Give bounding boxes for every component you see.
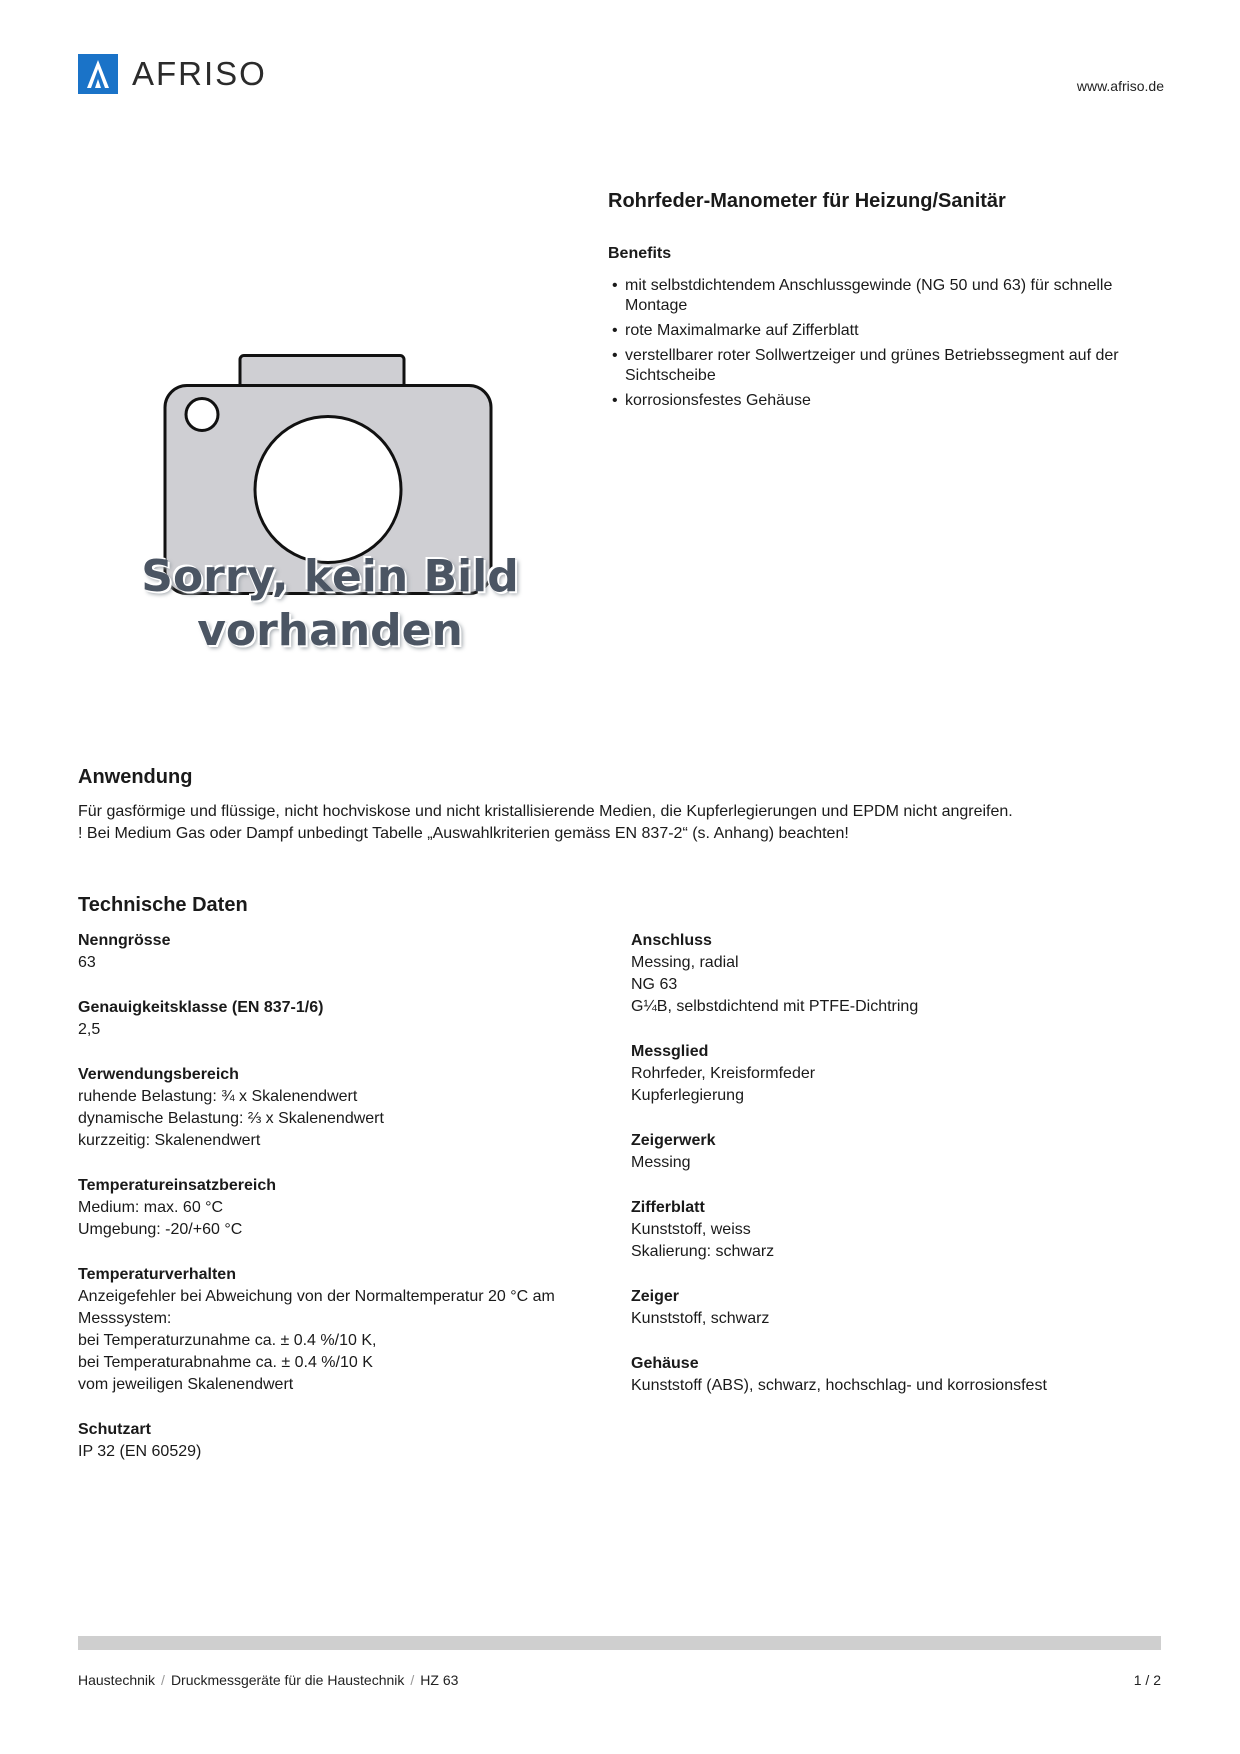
- brand-logo: [78, 54, 267, 94]
- spec-value: Medium: max. 60 °C: [78, 1199, 224, 1216]
- breadcrumb-item[interactable]: Haustechnik: [78, 1672, 156, 1688]
- spec-label: Messglied: [631, 1043, 709, 1060]
- spec-label: Temperatureinsatzbereich: [78, 1177, 276, 1194]
- breadcrumb: [78, 1672, 458, 1688]
- benefit-item: • rote Maximalmarke auf Zifferblatt: [612, 321, 1152, 341]
- spec-value: Messing: [631, 1154, 691, 1171]
- specs-left-column: [78, 930, 608, 1486]
- spec-value: NG 63: [631, 976, 678, 993]
- breadcrumb-separator: /: [161, 1672, 165, 1688]
- spec-zifferblatt: [631, 1197, 1161, 1263]
- spec-value: Umgebung: -20/+60 °C: [78, 1221, 243, 1238]
- spec-zeiger: [631, 1286, 1161, 1330]
- spec-value: Kupferlegierung: [631, 1087, 744, 1104]
- spec-value: Kunststoff, schwarz: [631, 1310, 770, 1327]
- spec-label: Schutzart: [78, 1421, 151, 1438]
- spec-value: bei Temperaturabnahme ca. ± 0.4 %/10 K: [78, 1354, 373, 1371]
- spec-genauigkeitsklasse: [78, 997, 608, 1041]
- spec-value: G¼B, selbstdichtend mit PTFE-Dichtring: [631, 998, 919, 1015]
- spec-value: kurzzeitig: Skalenendwert: [78, 1132, 261, 1149]
- benefit-item: • verstellbarer roter Sollwertzeiger und grünes Betriebssegment auf der Sichtscheibe: [612, 346, 1152, 386]
- spec-value: Skalierung: schwarz: [631, 1243, 775, 1260]
- technische-daten-heading: Technische Daten: [78, 894, 248, 916]
- spec-label: Temperaturverhalten: [78, 1266, 236, 1283]
- spec-label: Verwendungsbereich: [78, 1066, 239, 1083]
- spec-anschluss: [631, 930, 1161, 1018]
- no-image-caption: [110, 550, 550, 658]
- benefit-item: • korrosionsfestes Gehäuse: [612, 391, 1152, 411]
- spec-label: Gehäuse: [631, 1355, 699, 1372]
- anwendung-text: [78, 801, 1158, 845]
- spec-label: Anschluss: [631, 932, 712, 949]
- spec-label: Zifferblatt: [631, 1199, 705, 1216]
- no-image-caption-line: vorhanden: [197, 605, 463, 656]
- spec-value: 63: [78, 954, 96, 971]
- spec-value: vom jeweiligen Skalenendwert: [78, 1376, 294, 1393]
- spec-nenngroesse: [78, 930, 608, 974]
- spec-value: IP 32 (EN 60529): [78, 1443, 202, 1460]
- spec-messglied: [631, 1041, 1161, 1107]
- anwendung-line: ! Bei Medium Gas oder Dampf unbedingt Tabelle „Auswahlkriterien gemäss EN 837-2“ (s. Anhang) beachten!: [78, 825, 849, 842]
- spec-value: Kunststoff (ABS), schwarz, hochschlag- und korrosionsfest: [631, 1377, 1047, 1394]
- spec-zeigerwerk: [631, 1130, 1161, 1174]
- spec-schutzart: [78, 1419, 608, 1463]
- no-image-caption-line: Sorry, kein Bild: [141, 551, 519, 602]
- spec-value: dynamische Belastung: ⅔ x Skalenendwert: [78, 1110, 384, 1127]
- spec-value: Kunststoff, weiss: [631, 1221, 751, 1238]
- page-number: 1 / 2: [1133, 1672, 1161, 1688]
- spec-label: Genauigkeitsklasse (EN 837-1/6): [78, 999, 324, 1016]
- spec-value: 2,5: [78, 1021, 101, 1038]
- footer-divider: [78, 1636, 1161, 1650]
- spec-label: Zeiger: [631, 1288, 680, 1305]
- spec-value: Messsystem:: [78, 1310, 172, 1327]
- product-title: Rohrfeder-Manometer für Heizung/Sanitär: [608, 190, 1006, 212]
- spec-value: ruhende Belastung: ¾ x Skalenendwert: [78, 1088, 358, 1105]
- spec-verwendungsbereich: [78, 1064, 608, 1152]
- anwendung-heading: Anwendung: [78, 766, 193, 788]
- brand-name: AFRISO: [132, 55, 267, 92]
- spec-temperaturverhalten: [78, 1264, 608, 1396]
- website-link[interactable]: www.afriso.de: [1076, 78, 1164, 94]
- spec-label: Nenngrösse: [78, 932, 171, 949]
- spec-temperatureinsatzbereich: [78, 1175, 608, 1241]
- benefits-heading: Benefits: [608, 245, 672, 262]
- spec-value: Messing, radial: [631, 954, 739, 971]
- spec-value: bei Temperaturzunahme ca. ± 0.4 %/10 K,: [78, 1332, 377, 1349]
- benefit-item: • mit selbstdichtendem Anschlussgewinde (NG 50 und 63) für schnelle Montage: [612, 276, 1152, 316]
- afriso-logo-icon: [78, 54, 118, 94]
- breadcrumb-item[interactable]: Druckmessgeräte für die Haustechnik: [170, 1672, 405, 1688]
- spec-value: Rohrfeder, Kreisformfeder: [631, 1065, 816, 1082]
- specs-right-column: [631, 930, 1161, 1420]
- breadcrumb-separator: /: [410, 1672, 415, 1688]
- spec-value: Anzeigefehler bei Abweichung von der Normaltemperatur 20 °C am: [78, 1288, 555, 1305]
- spec-label: Zeigerwerk: [631, 1132, 716, 1149]
- anwendung-line: Für gasförmige und flüssige, nicht hochviskose und nicht kristallisierende Medien, die Kupferlegierungen und EPDM nicht angreifen.: [78, 803, 1013, 820]
- breadcrumb-item[interactable]: HZ 63: [420, 1672, 459, 1688]
- benefits-list: [612, 276, 1152, 416]
- spec-gehaeuse: [631, 1353, 1161, 1397]
